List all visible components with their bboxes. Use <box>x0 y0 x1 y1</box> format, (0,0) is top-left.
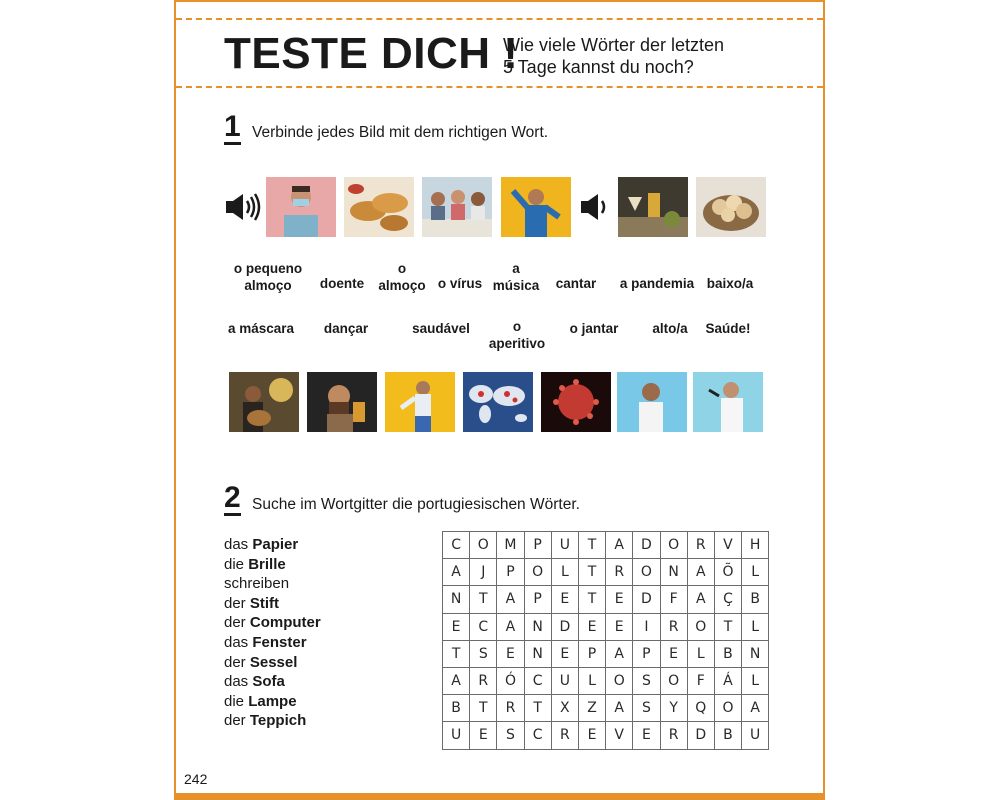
word-option[interactable] <box>700 320 756 337</box>
grid-cell[interactable]: O <box>633 559 660 586</box>
grid-cell[interactable]: O <box>660 667 687 694</box>
grid-cell[interactable]: V <box>714 532 741 559</box>
grid-cell[interactable]: A <box>443 559 470 586</box>
grid-cell[interactable]: A <box>497 613 524 640</box>
grid-cell[interactable]: O <box>470 532 497 559</box>
grid-cell[interactable]: T <box>578 559 605 586</box>
word-line: o vírus <box>437 276 483 291</box>
subtitle-line-2: 5 Tage kannst du noch? <box>503 57 694 77</box>
word-option[interactable] <box>484 318 550 352</box>
aperitivo-drinks-photo <box>618 177 688 237</box>
grid-cell[interactable]: L <box>578 667 605 694</box>
dancing-man-photo <box>501 177 571 237</box>
grid-cell[interactable]: R <box>660 613 687 640</box>
sick-woman-photo <box>617 372 687 432</box>
grid-cell[interactable]: N <box>524 640 551 667</box>
grid-cell[interactable]: T <box>470 586 497 613</box>
grid-cell[interactable]: Ó <box>497 667 524 694</box>
vocab-article: das <box>224 633 249 651</box>
grid-cell[interactable]: A <box>742 695 769 722</box>
vocab-article: die <box>224 555 245 573</box>
grid-cell[interactable]: Õ <box>714 559 741 586</box>
word-line: a máscara <box>227 321 295 336</box>
grid-cell[interactable]: O <box>660 532 687 559</box>
word-option[interactable] <box>406 320 476 337</box>
grid-cell[interactable]: L <box>742 667 769 694</box>
grid-cell[interactable]: O <box>687 613 714 640</box>
grid-cell[interactable]: E <box>551 640 578 667</box>
grid-cell[interactable]: F <box>687 667 714 694</box>
vocab-item <box>224 711 321 731</box>
grid-cell[interactable]: S <box>633 695 660 722</box>
grid-cell[interactable]: C <box>524 722 551 749</box>
word-search-grid <box>442 531 769 750</box>
virus-photo <box>541 372 611 432</box>
grid-cell[interactable]: E <box>443 613 470 640</box>
word-option[interactable] <box>374 260 430 294</box>
grid-cell[interactable]: Á <box>714 667 741 694</box>
grid-row <box>443 586 769 613</box>
word-line: a <box>512 261 520 276</box>
word-line: almoço <box>244 278 292 293</box>
vocab-item <box>224 672 321 692</box>
word-line: doente <box>319 276 365 291</box>
grid-cell[interactable]: A <box>443 667 470 694</box>
grid-cell[interactable]: D <box>633 532 660 559</box>
word-line: o pequeno <box>233 261 303 276</box>
grid-cell[interactable]: T <box>714 613 741 640</box>
vocab-article: das <box>224 536 249 553</box>
grid-cell[interactable]: R <box>497 695 524 722</box>
grid-cell[interactable]: Z <box>578 695 605 722</box>
grid-cell[interactable]: T <box>578 532 605 559</box>
header-dashed-line-bottom <box>176 86 823 88</box>
grid-cell[interactable]: M <box>497 532 524 559</box>
vocab-item <box>224 633 321 653</box>
grid-cell[interactable]: O <box>524 559 551 586</box>
grid-cell[interactable]: D <box>687 722 714 749</box>
grid-cell[interactable]: L <box>551 559 578 586</box>
grid-cell[interactable]: U <box>551 667 578 694</box>
word-line: baixo/a <box>706 276 754 291</box>
vocab-word: Computer <box>249 614 321 632</box>
grid-cell[interactable]: A <box>606 640 633 667</box>
word-option[interactable] <box>612 275 702 292</box>
grid-cell[interactable]: H <box>742 532 769 559</box>
word-option[interactable] <box>226 260 310 294</box>
word-option[interactable] <box>640 320 700 337</box>
grid-row <box>443 559 769 586</box>
grid-cell[interactable]: A <box>606 532 633 559</box>
grid-cell[interactable]: E <box>578 613 605 640</box>
grid-row <box>443 532 769 559</box>
vocab-article: das <box>224 673 249 691</box>
word-option[interactable] <box>488 260 544 294</box>
grid-row <box>443 667 769 694</box>
grid-cell[interactable]: D <box>633 586 660 613</box>
grid-cell[interactable]: U <box>742 722 769 749</box>
grid-row <box>443 722 769 749</box>
grid-cell[interactable]: T <box>470 695 497 722</box>
word-line: aperitivo <box>488 336 546 351</box>
grid-cell[interactable]: B <box>714 722 741 749</box>
vocab-item <box>224 535 321 555</box>
exercise-1-number: 1 <box>224 110 241 143</box>
vocab-article: der <box>224 614 246 632</box>
grid-cell[interactable]: X <box>551 695 578 722</box>
word-line: saudável <box>412 321 470 336</box>
grid-cell[interactable]: S <box>497 722 524 749</box>
grid-cell[interactable]: N <box>660 559 687 586</box>
grid-cell[interactable]: A <box>606 695 633 722</box>
dancing-woman-photo <box>385 372 455 432</box>
vocab-word: Stift <box>249 594 280 612</box>
grid-cell[interactable]: E <box>578 722 605 749</box>
page-number: 242 <box>184 771 208 787</box>
vocab-item <box>224 555 321 575</box>
grid-cell[interactable]: R <box>551 722 578 749</box>
exercise-2-number: 2 <box>224 481 241 514</box>
subtitle-line-1: Wie viele Wörter der letzten <box>503 35 725 55</box>
vocab-item <box>224 692 321 712</box>
grid-row <box>443 640 769 667</box>
grid-cell[interactable]: P <box>524 586 551 613</box>
grid-cell[interactable]: C <box>524 667 551 694</box>
grid-cell[interactable]: F <box>660 586 687 613</box>
grid-cell[interactable]: L <box>687 640 714 667</box>
exercise-1-instruction: Verbinde jedes Bild mit dem richtigen Wort. <box>252 124 549 141</box>
vocab-item <box>224 594 321 614</box>
grid-cell[interactable]: C <box>470 613 497 640</box>
grid-cell[interactable]: A <box>687 559 714 586</box>
grid-cell[interactable]: E <box>606 613 633 640</box>
grid-cell[interactable]: A <box>687 586 714 613</box>
vocab-article: der <box>224 594 246 612</box>
word-line: cantar <box>555 276 597 291</box>
beer-toast-photo <box>307 372 377 432</box>
grid-cell[interactable]: J <box>470 559 497 586</box>
vocab-item <box>224 574 321 594</box>
grid-cell[interactable]: E <box>551 586 578 613</box>
word-option[interactable] <box>548 275 604 292</box>
vocab-word: Sessel <box>249 653 298 671</box>
grid-cell[interactable]: N <box>524 613 551 640</box>
vocab-article: der <box>224 653 246 671</box>
word-option[interactable] <box>314 275 370 292</box>
grid-cell[interactable]: B <box>742 586 769 613</box>
grid-cell[interactable]: C <box>443 532 470 559</box>
word-option[interactable] <box>700 275 760 292</box>
grid-cell[interactable]: T <box>524 695 551 722</box>
vocab-word: Sofa <box>252 673 285 691</box>
grid-row <box>443 695 769 722</box>
vocab-list <box>224 535 321 731</box>
grid-cell[interactable]: U <box>443 722 470 749</box>
word-option[interactable] <box>222 320 300 337</box>
grid-cell[interactable]: R <box>470 667 497 694</box>
grid-cell[interactable]: Y <box>660 695 687 722</box>
guitar-player-photo <box>229 372 299 432</box>
bread-basket-photo <box>696 177 766 237</box>
grid-cell[interactable]: P <box>524 532 551 559</box>
grid-cell[interactable]: T <box>578 586 605 613</box>
word-line: alto/a <box>652 321 688 336</box>
grid-cell[interactable]: U <box>551 532 578 559</box>
vocab-word: Teppich <box>249 712 307 730</box>
grid-cell[interactable]: O <box>606 667 633 694</box>
grid-cell[interactable]: R <box>660 722 687 749</box>
singing-woman-photo <box>693 372 763 432</box>
word-line: o jantar <box>569 321 619 336</box>
page-subtitle <box>503 34 803 78</box>
word-line: o <box>512 319 522 334</box>
grid-cell[interactable]: N <box>443 586 470 613</box>
audio-speaker-icon[interactable] <box>224 192 262 227</box>
grid-cell[interactable]: V <box>606 722 633 749</box>
grid-cell[interactable]: P <box>633 640 660 667</box>
grid-cell[interactable]: Ç <box>714 586 741 613</box>
word-line: música <box>492 278 540 293</box>
grid-cell[interactable]: R <box>687 532 714 559</box>
grid-cell[interactable]: E <box>497 640 524 667</box>
grid-cell[interactable]: P <box>497 559 524 586</box>
grid-cell[interactable]: D <box>551 613 578 640</box>
top-rule <box>174 0 825 2</box>
grid-cell[interactable]: I <box>633 613 660 640</box>
grid-cell[interactable]: S <box>470 640 497 667</box>
vocab-word: Lampe <box>248 692 297 710</box>
page-title: TESTE DICH ! <box>224 29 519 78</box>
grid-cell[interactable]: B <box>443 695 470 722</box>
word-option[interactable] <box>318 320 374 337</box>
grid-cell[interactable]: P <box>578 640 605 667</box>
grid-cell[interactable]: E <box>606 586 633 613</box>
grid-cell[interactable]: A <box>497 586 524 613</box>
header-dashed-line-top <box>176 18 823 20</box>
word-option[interactable] <box>562 320 626 337</box>
croissants-photo <box>344 177 414 237</box>
mask-man-photo <box>266 177 336 237</box>
grid-cell[interactable]: L <box>742 613 769 640</box>
audio-speaker-low-icon[interactable] <box>579 192 609 227</box>
grid-cell[interactable]: O <box>714 695 741 722</box>
world-map-photo <box>463 372 533 432</box>
word-line: a pandemia <box>619 276 695 291</box>
word-line: o <box>397 261 407 276</box>
vocab-item <box>224 613 321 633</box>
family-dinner-photo <box>422 177 492 237</box>
vocab-word: Brille <box>248 555 286 573</box>
word-option[interactable] <box>432 275 488 292</box>
grid-cell[interactable]: L <box>742 559 769 586</box>
vocab-word: schreiben <box>224 575 290 593</box>
grid-cell[interactable]: E <box>470 722 497 749</box>
grid-cell[interactable]: T <box>443 640 470 667</box>
vocab-word: Papier <box>252 536 299 553</box>
word-line: almoço <box>378 278 426 293</box>
vocab-article: der <box>224 712 246 730</box>
vocab-article: die <box>224 692 245 710</box>
exercise-2-instruction: Suche im Wortgitter die portugiesischen Wörter. <box>252 496 580 513</box>
word-line: dançar <box>323 321 369 336</box>
grid-cell[interactable]: S <box>633 667 660 694</box>
vocab-item <box>224 653 321 673</box>
grid-cell[interactable]: R <box>606 559 633 586</box>
grid-cell[interactable]: E <box>633 722 660 749</box>
grid-cell[interactable]: B <box>714 640 741 667</box>
grid-cell[interactable]: N <box>742 640 769 667</box>
grid-cell[interactable]: E <box>660 640 687 667</box>
grid-row <box>443 613 769 640</box>
bottom-bar <box>174 793 825 800</box>
word-line: Saúde! <box>705 321 751 336</box>
grid-cell[interactable]: Q <box>687 695 714 722</box>
vocab-word: Fenster <box>252 633 307 651</box>
